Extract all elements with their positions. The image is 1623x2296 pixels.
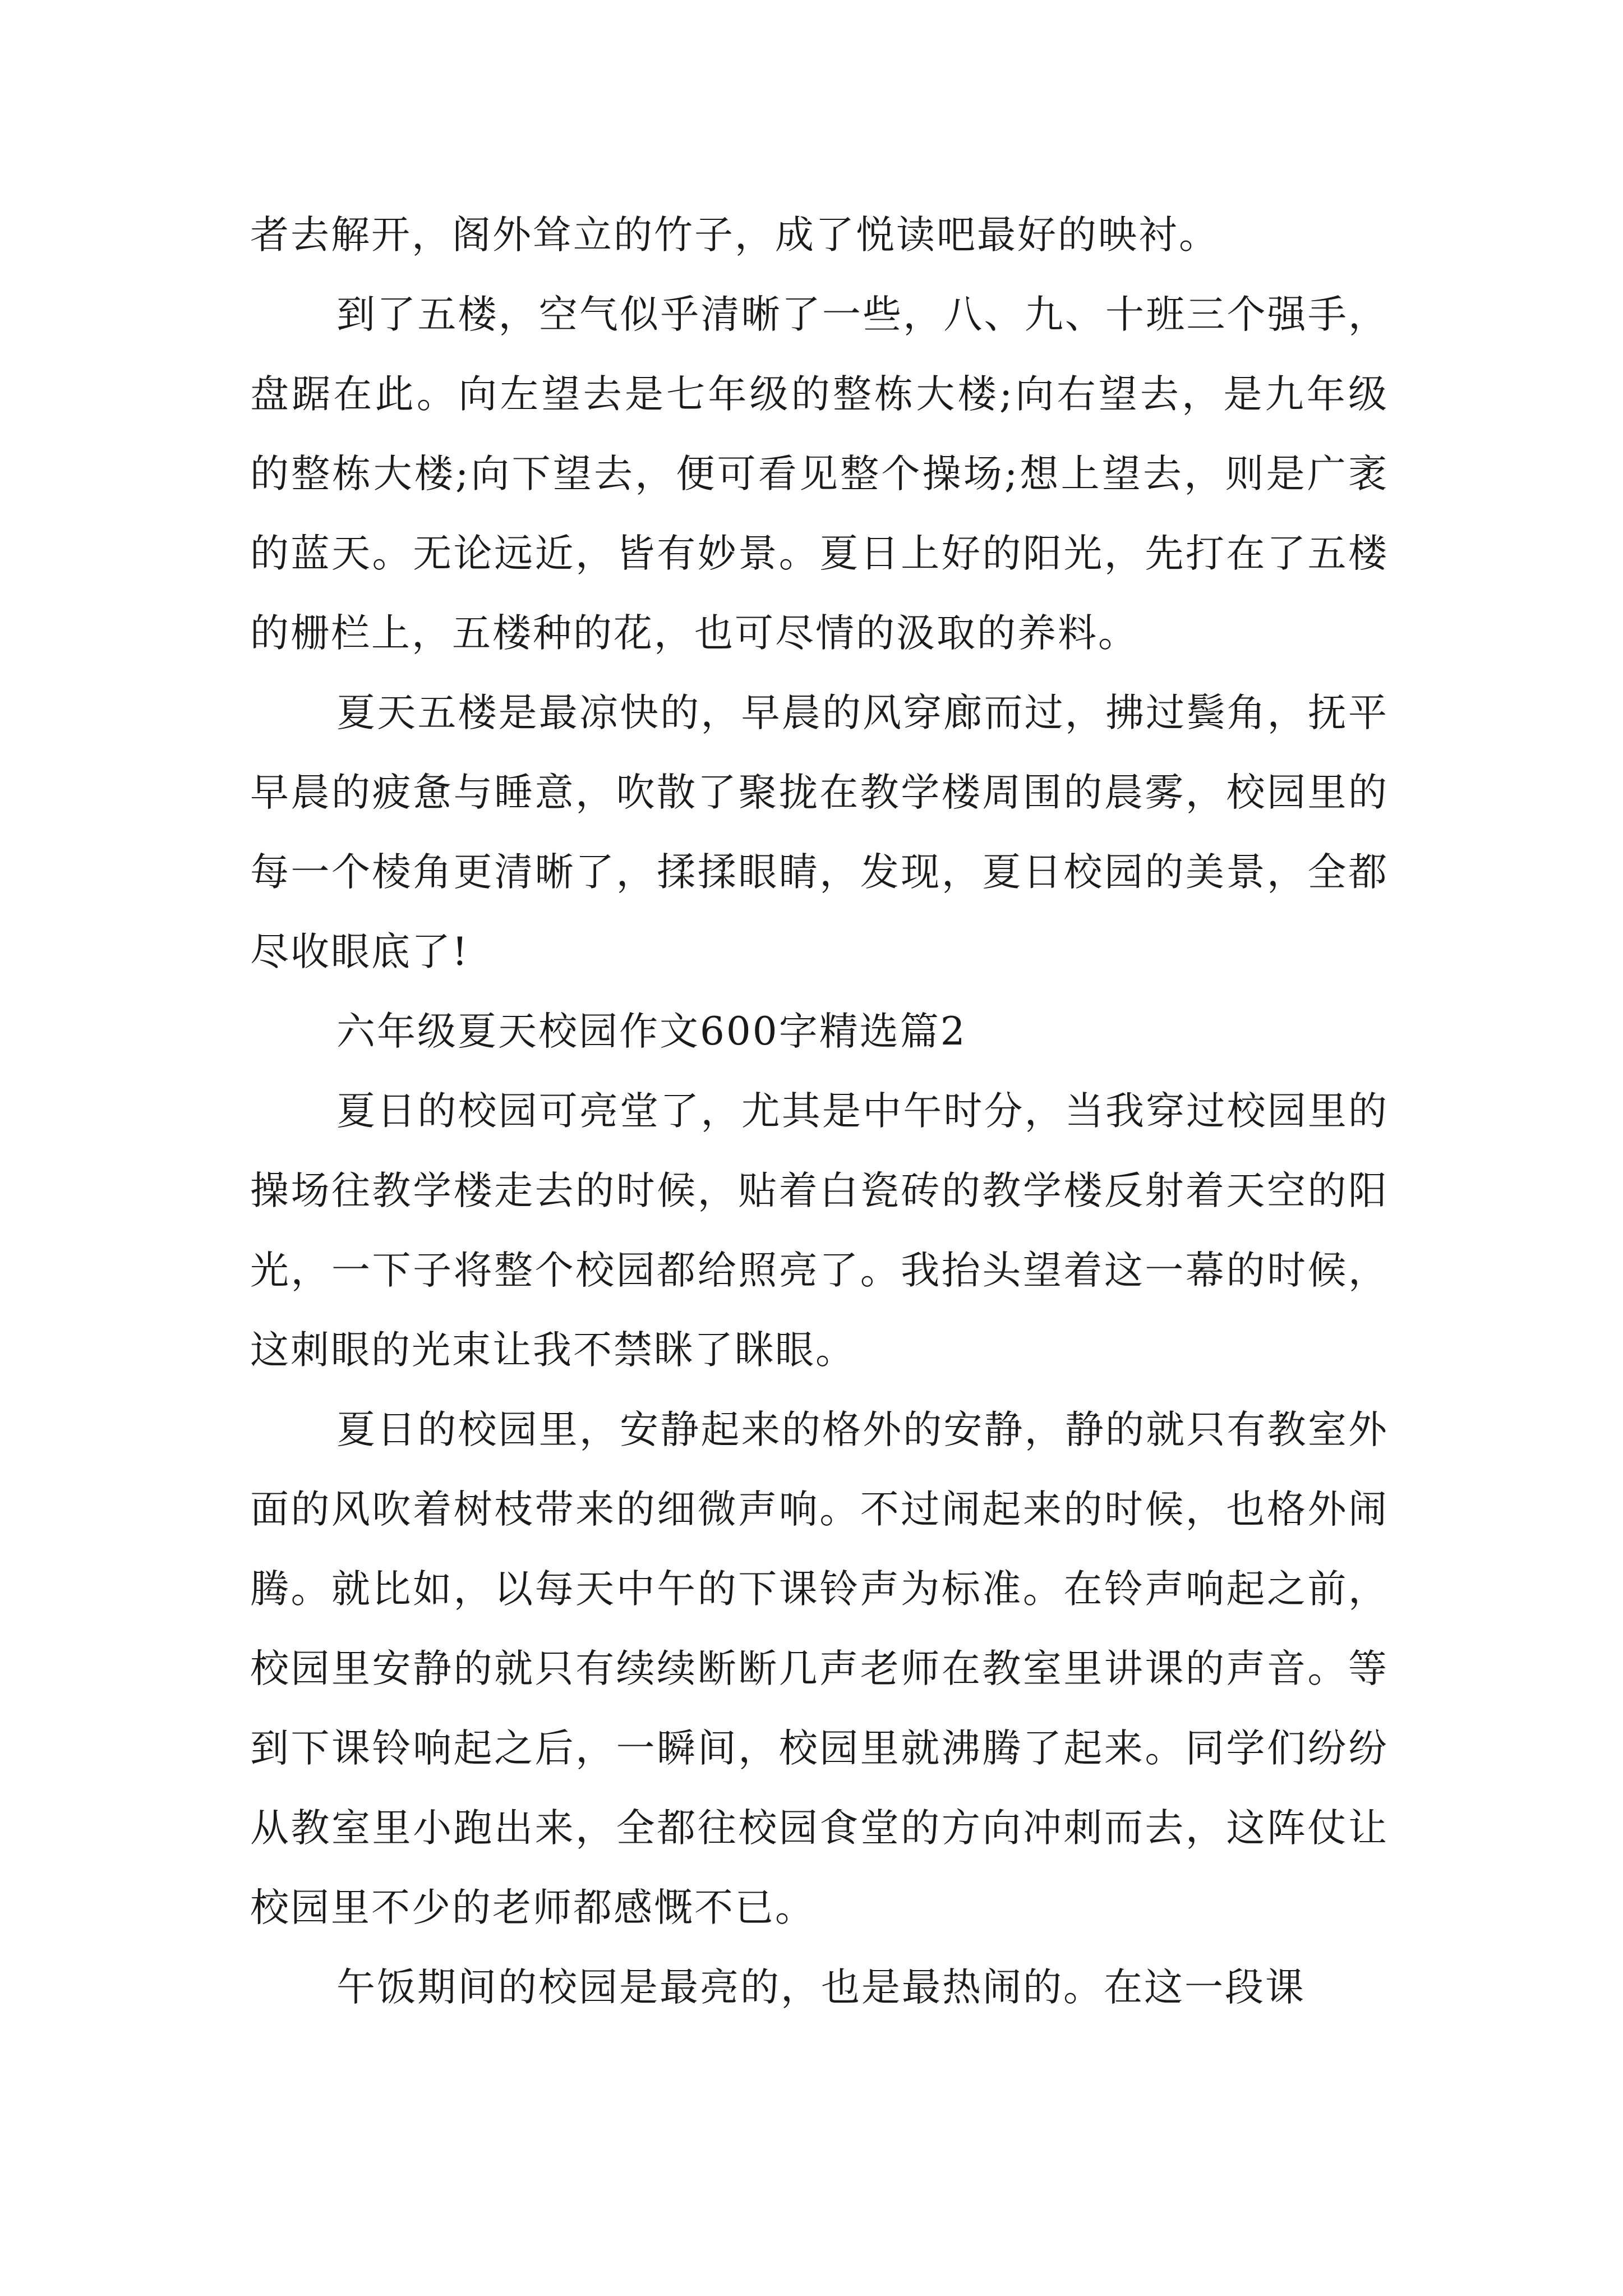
paragraph-bright-campus: 夏日的校园可亮堂了，尤其是中午时分，当我穿过校园里的操场往教学楼走去的时候，贴着白瓷砖的教学楼反射着天空的阳光，一下子将整个校园都给照亮了。我抬头望着这一幕的时候，这刺眼的光束让我不禁眯了眯眼。 (250, 1089, 1389, 1373)
paragraph-continuation: 者去解开，阁外耸立的竹子，成了悦读吧最好的映衬。 (250, 213, 1219, 257)
body-text (250, 195, 1389, 2027)
essay-heading: 六年级夏天校园作文600字精选篇2 (336, 1009, 967, 1054)
paragraph-fifth-floor: 到了五楼，空气似乎清晰了一些，八、九、十班三个强手，盘踞在此。向左望去是七年级的整栋大楼;向右望去，是九年级的整栋大楼;向下望去，便可看见整个操场;想上望去，则是广袤的蓝天。无论远近，皆有妙景。夏日上好的阳光，先打在了五楼的栅栏上，五楼种的花，也可尽情的汲取的养料。 (250, 292, 1389, 656)
paragraph-summer-breeze: 夏天五楼是最凉快的，早晨的风穿廊而过，拂过鬓角，抚平早晨的疲惫与睡意，吹散了聚拢在教学楼周围的晨雾，校园里的每一个棱角更清晰了，揉揉眼睛，发现，夏日校园的美景，全都尽收眼底了! (250, 691, 1389, 974)
paragraph-quiet-and-lively: 夏日的校园里，安静起来的格外的安静，静的就只有教室外面的风吹着树枝带来的细微声响。不过闹起来的时候，也格外闹腾。就比如，以每天中午的下课铃声为标准。在铃声响起之前，校园里安静的就只有续续断断几声老师在教室里讲课的声音。等到下课铃响起之后，一瞬间，校园里就沸腾了起来。同学们纷纷从教室里小跑出来，全都往校园食堂的方向冲刺而去，这阵仗让校园里不少的老师都感慨不已。 (250, 1407, 1389, 1930)
paragraph-lunch-time: 午饭期间的校园是最亮的，也是最热闹的。在这一段课 (336, 1965, 1306, 2010)
